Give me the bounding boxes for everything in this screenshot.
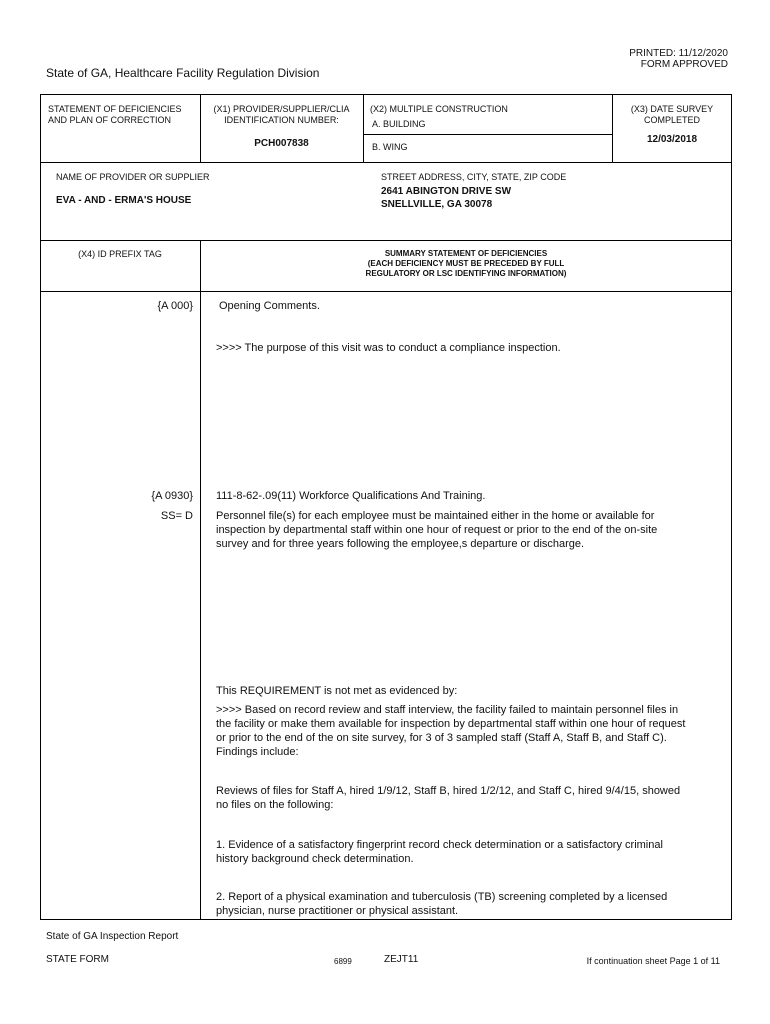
provider-id: PCH007838 xyxy=(254,138,309,149)
entry-text: >>>> The purpose of this visit was to conduct a compliance inspection. xyxy=(216,342,561,354)
entry-text: Personnel file(s) for each employee must be maintained either in the home or available for inspection by departmental staff within one hour of request or prior to the end of the on-site survey and for three years following the employee,s departure or discharge. xyxy=(216,510,658,550)
address-line-2: SNELLVILLE, GA 30078 xyxy=(381,199,493,210)
statement-label: STATEMENT OF DEFICIENCIES AND PLAN OF CORRECTION xyxy=(48,104,182,125)
entry-text: >>>> Based on record review and staff interview, the facility failed to maintain personnel files in the facility or make them available for inspection by departmental staff within one hour of request or prior to the end of the on site survey, for 3 of 3 sampled staff (Staff A, Staff B, and Staff C). Findings include: xyxy=(216,704,686,758)
id-tag: {A 000} xyxy=(157,300,193,312)
survey-date: 12/03/2018 xyxy=(646,134,698,145)
provider-name: EVA - AND - ERMA'S HOUSE xyxy=(56,195,192,206)
entry-text: This REQUIREMENT is not met as evidenced by: xyxy=(216,685,458,697)
agency-title: State of GA, Healthcare Facility Regulation Division xyxy=(46,66,320,80)
address-line-1: 2641 ABINGTON DRIVE SW xyxy=(381,186,512,197)
event-id: ZEJT11 xyxy=(384,954,419,965)
provider-label: NAME OF PROVIDER OR SUPPLIER xyxy=(56,172,210,182)
summary-label: SUMMARY STATEMENT OF DEFICIENCIES (EACH DEFICIENCY MUST BE PRECEDED BY FULL REGULATORY OR LSC IDENTIFYING INFORMATION) xyxy=(365,249,567,278)
form-approved: FORM APPROVED xyxy=(640,59,728,70)
entry-text: Opening Comments. xyxy=(219,300,320,312)
x3-label: (X3) DATE SURVEY COMPLETED xyxy=(630,104,714,125)
address-label: STREET ADDRESS, CITY, STATE, ZIP CODE xyxy=(381,172,567,182)
entry-text: 2. Report of a physical examination and tuberculosis (TB) screening completed by a licensed physician, nurse practitioner or physical assistant. xyxy=(216,891,668,917)
x2-building: A. BUILDING xyxy=(372,119,426,129)
form-number: 6899 xyxy=(334,957,352,966)
entry-text: 1. Evidence of a satisfactory fingerprint record check determination or a satisfactory criminal history background check determination. xyxy=(216,839,663,865)
entry-text: 111-8-62-.09(11) Workforce Qualifications And Training. xyxy=(216,490,486,502)
entry-text: Reviews of files for Staff A, hired 1/9/12, Staff B, hired 1/2/12, and Staff C, hired 9/4/15, showed no files on the following: xyxy=(216,785,681,811)
scope-severity-tag: SS= D xyxy=(160,510,193,522)
x2-label: (X2) MULTIPLE CONSTRUCTION xyxy=(370,104,508,114)
x2-wing: B. WING xyxy=(372,142,408,152)
state-form-label: STATE FORM xyxy=(46,954,109,965)
report-title: State of GA Inspection Report xyxy=(46,931,179,942)
x4-label: (X4) ID PREFIX TAG xyxy=(78,249,162,259)
id-tag: {A 0930} xyxy=(151,490,193,502)
page-continuation: If continuation sheet Page 1 of 11 xyxy=(586,956,720,966)
printed-date: PRINTED: 11/12/2020 xyxy=(629,48,728,59)
x1-label: (X1) PROVIDER/SUPPLIER/CLIA IDENTIFICATION NUMBER: xyxy=(213,104,350,125)
